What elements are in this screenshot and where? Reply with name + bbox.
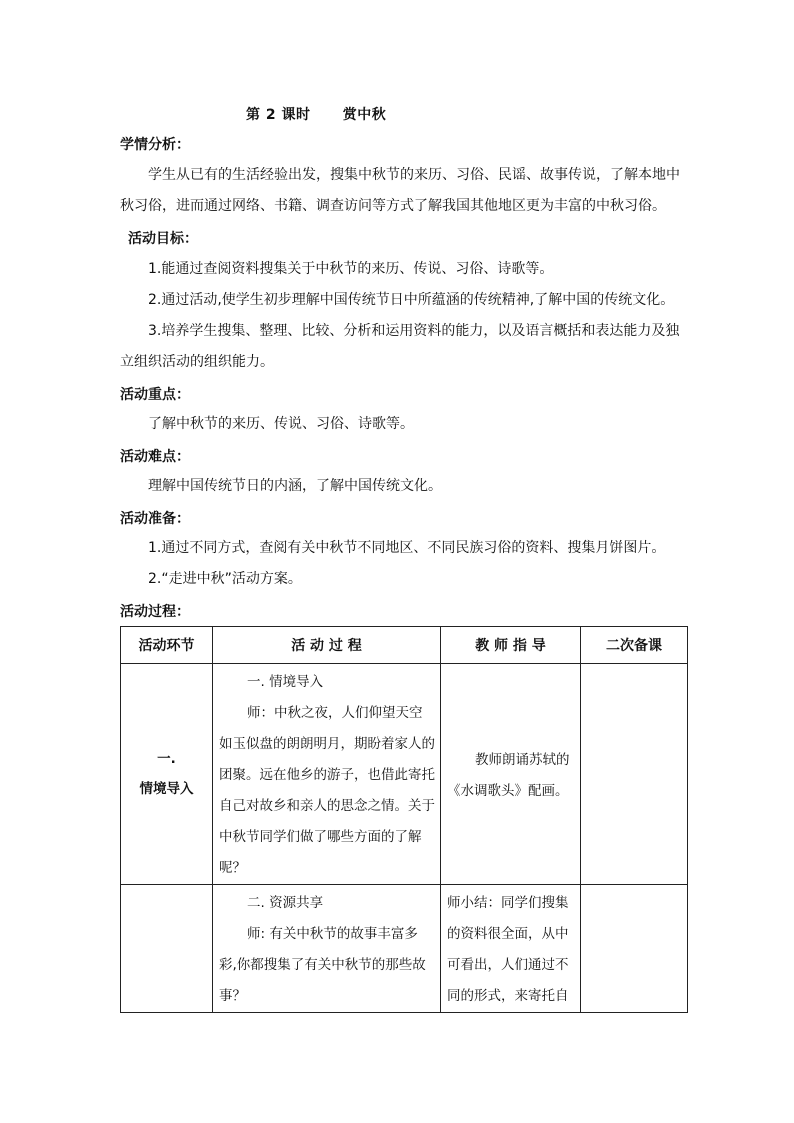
stage-number: 一.: [157, 751, 176, 767]
notes-cell: [581, 885, 688, 1013]
table-row: [121, 664, 688, 885]
process-text: 师：中秋之夜，人们仰望天空如玉似盘的朗朗明月，期盼着家人的团聚。远在他乡的游子，也借此寄托自己对故乡和亲人的思念之情。关于中秋节同学们做了哪些方面的了解呢？: [219, 705, 435, 876]
stage-label: 情境导入: [139, 781, 194, 797]
header-notes: 二次备课: [581, 627, 688, 664]
process-heading: 活动过程：: [120, 604, 190, 620]
header-stage: 活动环节: [121, 627, 213, 664]
difficulty-heading: 活动难点：: [120, 449, 190, 465]
process-subtitle: 一. 情境导入: [247, 674, 324, 690]
process-subtitle: 二. 资源共享: [247, 895, 324, 911]
guidance-text: 教师朗诵苏轼的《水调歌头》配画。: [447, 751, 570, 799]
prep-heading: 活动准备：: [120, 511, 190, 527]
guidance-cell: [441, 885, 581, 1013]
analysis-paragraph: 学生从已有的生活经验出发，搜集中秋节的来历、习俗、民谣、故事传说，了解本地中秋习俗，进而通过网络、书籍、调查访问等方式了解我国其他地区更为丰富的中秋习俗。: [120, 167, 680, 214]
guidance-cell: [441, 664, 581, 885]
goal-item-3-continued: 立组织活动的组织能力。: [120, 354, 274, 370]
goal-item-1: 1.能通过查阅资料搜集关于中秋节的来历、传说、习俗、诗歌等。: [148, 261, 554, 277]
header-process: 活 动 过 程: [213, 627, 441, 664]
process-text: 师: 有关中秋节的故事丰富多彩,你都搜集了有关中秋节的那些故事？: [219, 926, 426, 1004]
header-guidance: 教 师 指 导: [441, 627, 581, 664]
focus-heading: 活动重点：: [120, 387, 190, 403]
process-cell: [213, 885, 441, 1013]
goals-heading: 活动目标：: [128, 231, 198, 247]
stage-cell: [121, 664, 213, 885]
stage-cell: [121, 885, 213, 1013]
notes-cell: [581, 664, 688, 885]
analysis-heading: 学情分析：: [120, 137, 190, 153]
goal-item-3: 3.培养学生搜集、整理、比较、分析和运用资料的能力，以及语言概括和表达能力及独: [148, 323, 680, 339]
guidance-text: 师小结：同学们搜集的资料很全面，从中可看出，人们通过不同的形式，来寄托自: [447, 895, 569, 1004]
table-row: [121, 885, 688, 1013]
goal-item-2: 2.通过活动,使学生初步理解中国传统节日中所蕴涵的传统精神,了解中国的传统文化。: [148, 292, 675, 308]
process-cell: [213, 664, 441, 885]
focus-text: 了解中秋节的来历、传说、习俗、诗歌等。: [148, 416, 414, 432]
prep-item-1: 1.通过不同方式，查阅有关中秋节不同地区、不同民族习俗的资料、搜集月饼图片。: [148, 540, 666, 556]
difficulty-text: 理解中国传统节日的内涵，了解中国传统文化。: [148, 478, 442, 494]
activity-process-table: [120, 626, 688, 1013]
page-title: 第 2 课时 赏中秋: [246, 107, 387, 123]
prep-item-2: 2.“走进中秋”活动方案。: [148, 571, 302, 587]
table-header-row: [121, 627, 688, 664]
